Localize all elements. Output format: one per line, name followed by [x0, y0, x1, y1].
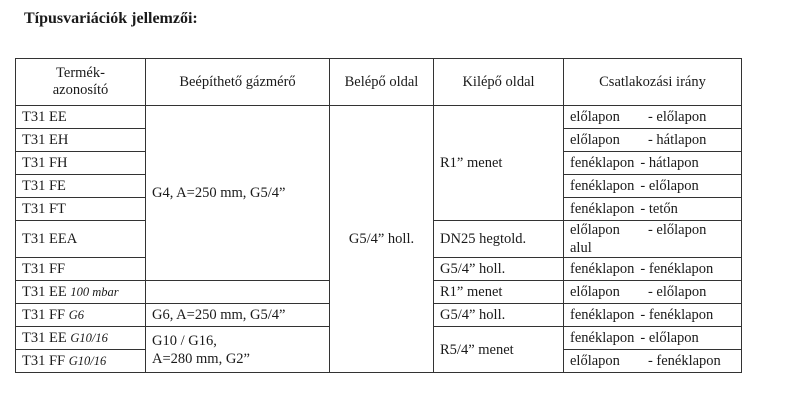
header-outlet: Kilépő oldal: [434, 59, 564, 106]
direction-from: előlapon: [570, 132, 620, 148]
direction-cell: [564, 175, 742, 198]
meter-line1: G10 / G16,: [152, 332, 217, 349]
direction-from: fenéklapon: [570, 330, 635, 346]
direction-from: előlapon: [570, 222, 620, 238]
product-suffix: G10/16: [68, 354, 107, 368]
direction-to: - fenéklapon: [640, 307, 714, 323]
direction-cell: [564, 350, 742, 373]
direction-to: - fenéklapon: [647, 353, 721, 369]
product-suffix: G10/16: [70, 331, 108, 345]
direction-from: előlapon: [570, 353, 620, 369]
direction-from: előlapon: [570, 109, 620, 125]
direction-from: fenéklapon: [570, 155, 635, 171]
direction-to: - előlapon: [640, 178, 699, 194]
product-cell: [16, 281, 146, 304]
direction-cell: [564, 258, 742, 281]
product-cell: T31 FE: [16, 175, 146, 198]
direction-from: fenéklapon: [570, 307, 635, 323]
header-direction: Csatlakozási irány: [564, 59, 742, 106]
direction-to: - előlapon: [640, 330, 699, 346]
outlet-cell: G5/4” holl.: [434, 258, 564, 281]
product-id: T31 FF: [22, 353, 66, 369]
direction-cell: [564, 129, 742, 152]
direction-from: fenéklapon: [570, 261, 635, 277]
product-cell: T31 FF: [16, 258, 146, 281]
meter-cell: [146, 327, 330, 373]
direction-note: alul: [570, 240, 592, 256]
product-suffix: G6: [68, 308, 85, 322]
direction-to: - hátlapon: [647, 132, 707, 148]
product-cell: [16, 327, 146, 350]
outlet-cell: R5/4” menet: [434, 327, 564, 373]
outlet-cell: DN25 hegtold.: [434, 221, 564, 258]
direction-cell: [564, 198, 742, 221]
product-cell: T31 FT: [16, 198, 146, 221]
direction-to: - előlapon: [647, 284, 707, 300]
header-meter: Beépíthető gázmérő: [146, 59, 330, 106]
product-cell: [16, 304, 146, 327]
direction-cell: [564, 304, 742, 327]
direction-cell: [564, 221, 742, 258]
outlet-cell: R1” menet: [434, 106, 564, 221]
product-id: T31 EE: [22, 330, 67, 346]
direction-to: - tetőn: [640, 201, 678, 217]
header-product-line1: Termék-: [56, 65, 105, 81]
meter-cell-empty: [146, 281, 330, 304]
direction-cell: [564, 281, 742, 304]
direction-to: - előlapon: [647, 222, 707, 238]
product-cell: T31 EE: [16, 106, 146, 129]
product-id: T31 FF: [22, 307, 66, 323]
product-suffix: 100 mbar: [70, 285, 119, 299]
direction-cell: [564, 327, 742, 350]
product-cell: [16, 350, 146, 373]
direction-to: - fenéklapon: [640, 261, 714, 277]
header-row: [16, 59, 742, 106]
inlet-cell: G5/4” holl.: [330, 106, 434, 373]
header-product-id: [16, 59, 146, 106]
type-variations-table: [15, 58, 742, 373]
meter-cell: G6, A=250 mm, G5/4”: [146, 304, 330, 327]
direction-from: előlapon: [570, 284, 620, 300]
direction-from: fenéklapon: [570, 178, 635, 194]
table-row: [16, 106, 742, 129]
product-id: T31 EE: [22, 284, 67, 300]
direction-to: - előlapon: [647, 109, 707, 125]
header-inlet: Belépő oldal: [330, 59, 434, 106]
direction-cell: [564, 152, 742, 175]
meter-line2: A=280 mm, G2”: [152, 350, 250, 367]
header-product-line2: azonosító: [52, 82, 109, 98]
outlet-cell: R1” menet: [434, 281, 564, 304]
outlet-cell: G5/4” holl.: [434, 304, 564, 327]
product-cell: T31 FH: [16, 152, 146, 175]
direction-from: fenéklapon: [570, 201, 635, 217]
section-title: Típusvariációk jellemzői:: [24, 10, 198, 27]
product-cell: T31 EEA: [16, 221, 146, 258]
product-cell: T31 EH: [16, 129, 146, 152]
direction-to: - hátlapon: [640, 155, 699, 171]
meter-cell: G4, A=250 mm, G5/4”: [146, 106, 330, 281]
direction-cell: [564, 106, 742, 129]
